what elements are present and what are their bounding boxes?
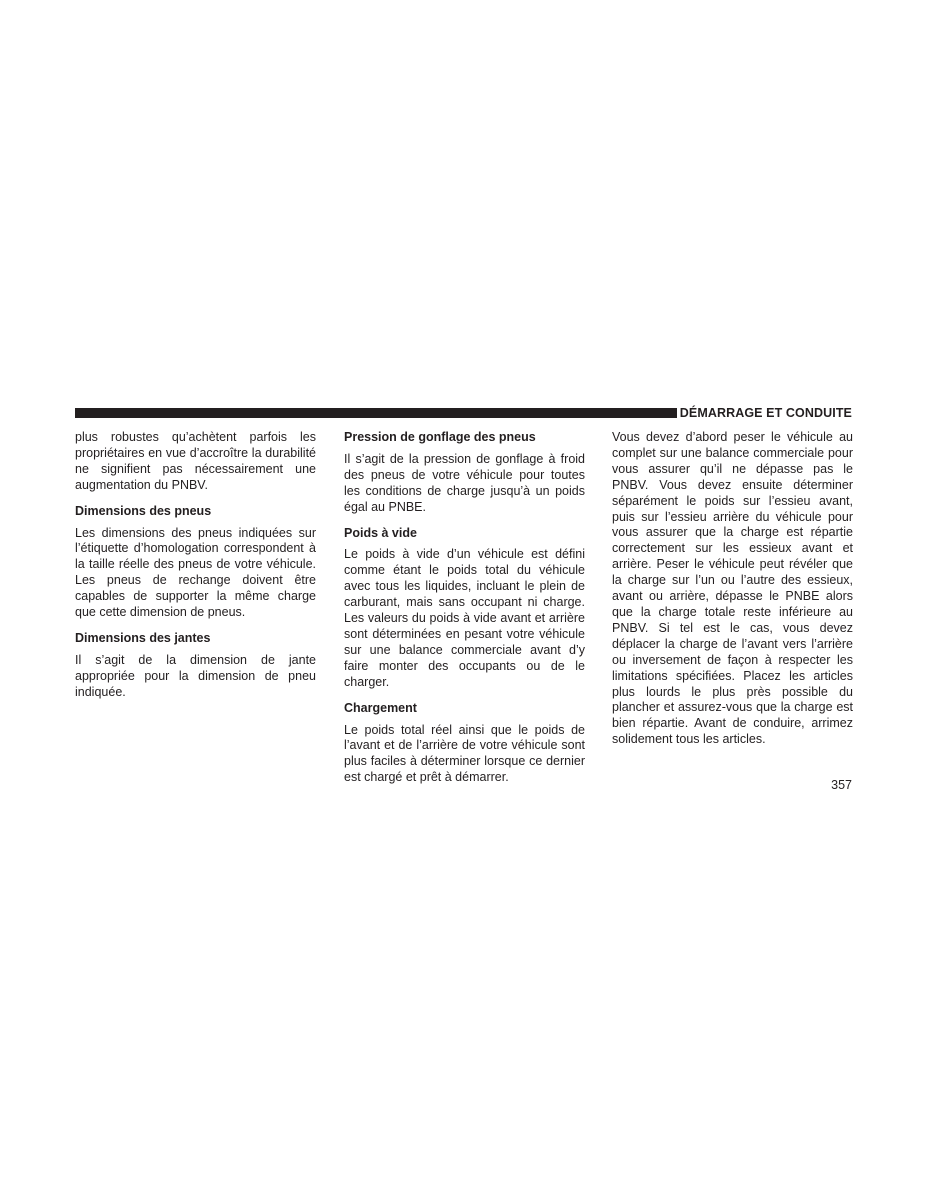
heading-dimensions-jantes: Dimensions des jantes xyxy=(75,630,211,645)
column-left xyxy=(75,430,316,711)
paragraph-poids-vide: Le poids à vide d’un véhicule est défini comme étant le poids total du véhicule avec tous les liquides, incluant le plein de carburant, mais sans occupant ni charge. Les valeurs du poids à vide avant et arrière sont déterminées en pesant votre véhicule sur une balance commerciale avant d’y faire monter des occupants ou de le charger. xyxy=(344,547,585,689)
paragraph-pression-gonflage: Il s’agit de la pression de gonflage à froid des pneus de votre véhicule pour toutes les conditions de charge jusqu’à un poids égal au PNBE. xyxy=(344,451,585,514)
page-number: 357 xyxy=(831,778,852,792)
heading-pression-gonflage: Pression de gonflage des pneus xyxy=(344,430,536,444)
heading-chargement: Chargement xyxy=(344,700,417,715)
section-header-bar xyxy=(75,408,677,418)
paragraph-chargement: Le poids total réel ainsi que le poids de l’avant et de l’arrière de votre véhicule sont plus faciles à déterminer lorsque ce dernier est chargé et prêt à démarrer. xyxy=(344,722,585,785)
section-title: DÉMARRAGE ET CONDUITE xyxy=(679,406,852,420)
paragraph-dimensions-jantes: Il s’agit de la dimension de jante appropriée pour la dimension de pneu indiquée. xyxy=(75,652,316,699)
paragraph-pesee-vehicule: Vous devez d’abord peser le véhicule au complet sur une balance commerciale pour vous assurer qu’il ne dépasse pas le PNBV. Vous devez ensuite déterminer séparément le poids sur l’essieu avant, puis sur l’essieu arrière du véhicule pour vous assurer que la charge est répartie correctement sur les essieux avant et arrière. Peser le véhicule peut révéler que la charge sur l’un ou l’autre des essieux, avant ou arrière, dépasse le PNBE alors que la charge totale reste inférieure au PNBV. Si tel est le cas, vous devez déplacer la charge de l’avant vers l’arrière ou inversement de façon à respecter les limitations spécifiées. Placez les articles plus lourds le plus près possible du plancher et assurez-vous que la charge est bien répartie. Avant de conduire, arrimez solidement tous les articles. xyxy=(612,430,853,747)
column-right xyxy=(612,430,853,758)
column-middle xyxy=(344,430,585,796)
paragraph-intro: plus robustes qu’achètent parfois les propriétaires en vue d’accroître la durabilité ne signifient pas nécessairement une augmentation du PNBV. xyxy=(75,430,316,492)
heading-poids-vide: Poids à vide xyxy=(344,525,417,540)
heading-dimensions-pneus: Dimensions des pneus xyxy=(75,503,212,518)
paragraph-dimensions-pneus: Les dimensions des pneus indiquées sur l’étiquette d’homologation correspondent à la taille réelle des pneus de votre véhicule. Les pneus de rechange doivent être capables de supporter la même charge que cette dimension de pneus. xyxy=(75,525,316,620)
